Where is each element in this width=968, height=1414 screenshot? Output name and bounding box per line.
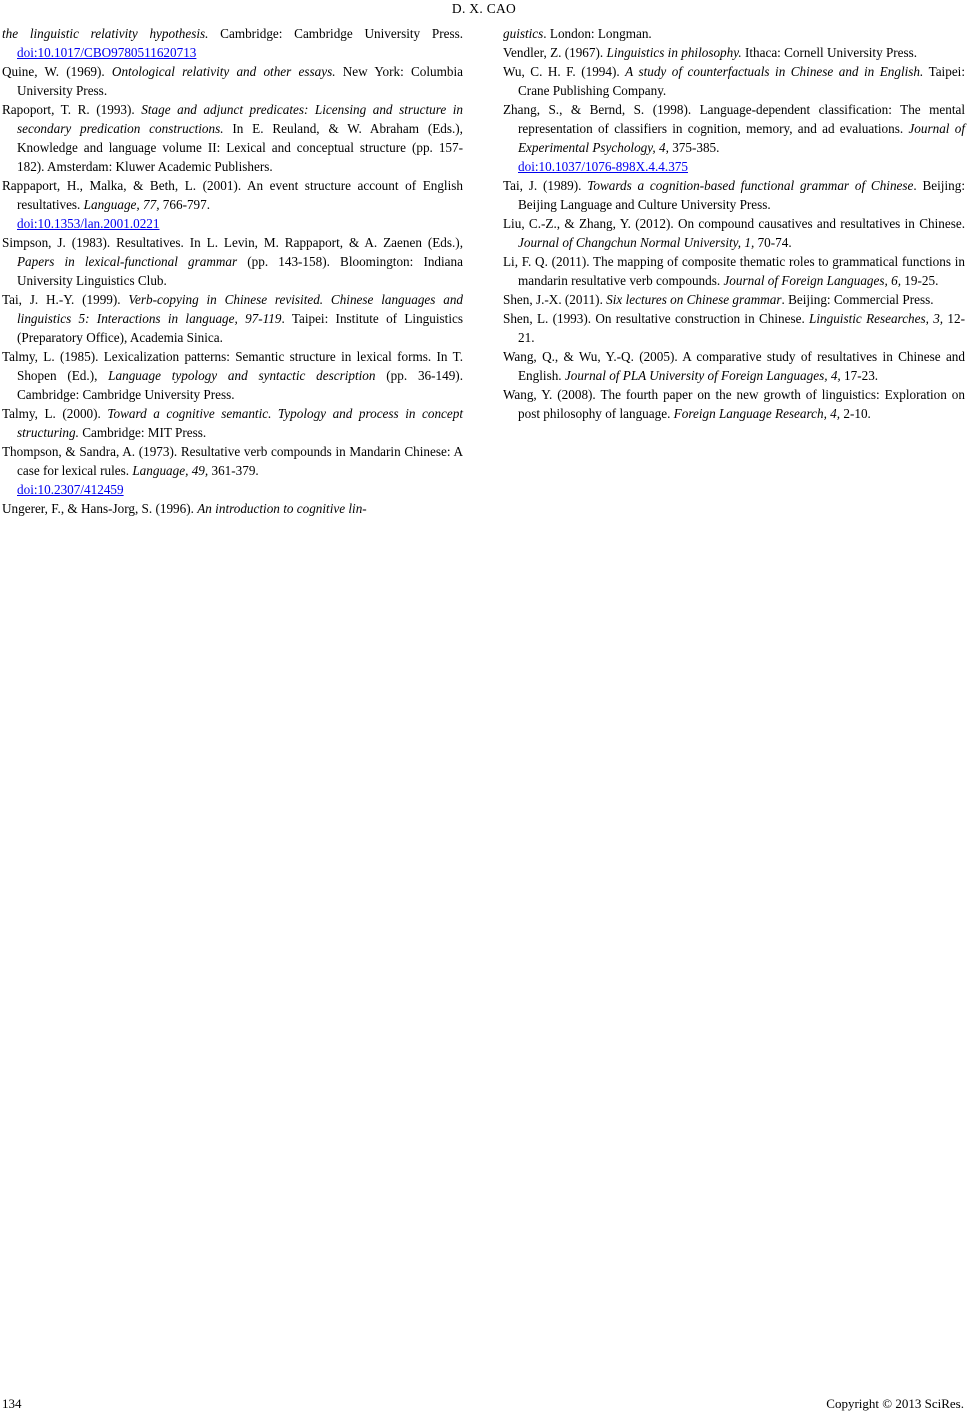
page-number: 134 [2,1396,22,1411]
reference-entry: Zhang, S., & Bernd, S. (1998). Language-dependent classification: The mental representation of classifiers in cognition, memory, and ad evaluations. Journal of Experimental Psychology, 4, 375-385. doi:10.1037/1076-898X.4.4.375 [503,102,965,174]
references-right-column [503,24,965,423]
reference-entry: Simpson, J. (1983). Resultatives. In L. Levin, M. Rappaport, & A. Zaenen (Eds.), Papers in lexical-functional grammar (pp. 143-158). Bloomington: Indiana University Linguistics Club. [2,235,463,288]
reference-entry: Vendler, Z. (1967). Linguistics in philosophy. Ithaca: Cornell University Press. [503,45,918,60]
reference-entry: Talmy, L. (1985). Lexicalization patterns: Semantic structure in lexical forms. In T. Shopen (Ed.), Language typology and syntactic description (pp. 36-149). Cambridge: Cambridge University Press. [2,349,463,402]
reference-entry: Thompson, & Sandra, A. (1973). Resultative verb compounds in Mandarin Chinese: A case for lexical rules. Language, 49, 361-379. doi:10.2307/412459 [2,444,463,497]
reference-entry: Liu, C.-Z., & Zhang, Y. (2012). On compound causatives and resultatives in Chinese. Journal of Changchun Normal University, 1, 70-74. [503,216,965,250]
doi-link[interactable]: doi:10.1017/CBO9780511620713 [17,45,197,60]
reference-entry-continued: guistics. London: Longman. [503,26,652,41]
reference-entry: Tai, J. H.-Y. (1999). Verb-copying in Chinese revisited. Chinese languages and linguistics 5: Interactions in language, 97-119. Taipei: Institute of Linguistics (Preparatory Office), Academia Sinica. [2,292,464,345]
reference-entry: the linguistic relativity hypothesis. Cambridge: Cambridge University Press. doi:10.1017/CBO9780511620713 [2,26,463,60]
reference-entry: Talmy, L. (2000). Toward a cognitive semantic. Typology and process in concept structuring. Cambridge: MIT Press. [2,406,464,440]
doi-link[interactable]: doi:10.1353/lan.2001.0221 [17,216,160,231]
reference-entry: Shen, J.-X. (2011). Six lectures on Chinese grammar. Beijing: Commercial Press. [503,292,934,307]
reference-entry: Tai, J. (1989). Towards a cognition-based functional grammar of Chinese. Beijing: Beijing Language and Culture University Press. [503,178,965,212]
running-header: D. X. CAO [451,1,517,16]
reference-entry: Wu, C. H. F. (1994). A study of counterfactuals in Chinese and in English. Taipei: Crane Publishing Company. [503,64,965,98]
copyright-notice: Copyright © 2013 SciRes. [826,1396,964,1411]
reference-entry: Wang, Q., & Wu, Y.-Q. (2005). A comparative study of resultatives in Chinese and English. Journal of PLA University of Foreign Languages, 4, 17-23. [503,349,965,383]
reference-entry: Shen, L. (1993). On resultative construction in Chinese. Linguistic Researches, 3, 12-21. [503,311,965,345]
reference-entry: Li, F. Q. (2011). The mapping of composite thematic roles to grammatical functions in mandarin resultative verb compounds. Journal of Foreign Languages, 6, 19-25. [503,254,965,288]
reference-entry: Rappaport, H., Malka, & Beth, L. (2001). An event structure account of English resultatives. Language, 77, 766-797. doi:10.1353/lan.2001.0221 [2,178,463,231]
references-left-column [2,24,463,518]
reference-entry: Wang, Y. (2008). The fourth paper on the new growth of linguistics: Exploration on post philosophy of language. Foreign Language Research, 4, 2-10. [503,387,965,421]
reference-entry: Rapoport, T. R. (1993). Stage and adjunct predicates: Licensing and structure in secondary predication constructions. In E. Reuland, & W. Abraham (Eds.), Knowledge and language volume II: Lexical and conceptual structure (pp. 157-182). Amsterdam: Kluwer Academic Publishers. [2,102,463,174]
reference-entry: Ungerer, F., & Hans-Jorg, S. (1996). An introduction to cognitive lin- [2,501,367,516]
reference-entry: Quine, W. (1969). Ontological relativity and other essays. New York: Columbia University Press. [2,64,464,98]
doi-link[interactable]: doi:10.2307/412459 [17,482,124,497]
doi-link[interactable]: doi:10.1037/1076-898X.4.4.375 [518,159,688,174]
